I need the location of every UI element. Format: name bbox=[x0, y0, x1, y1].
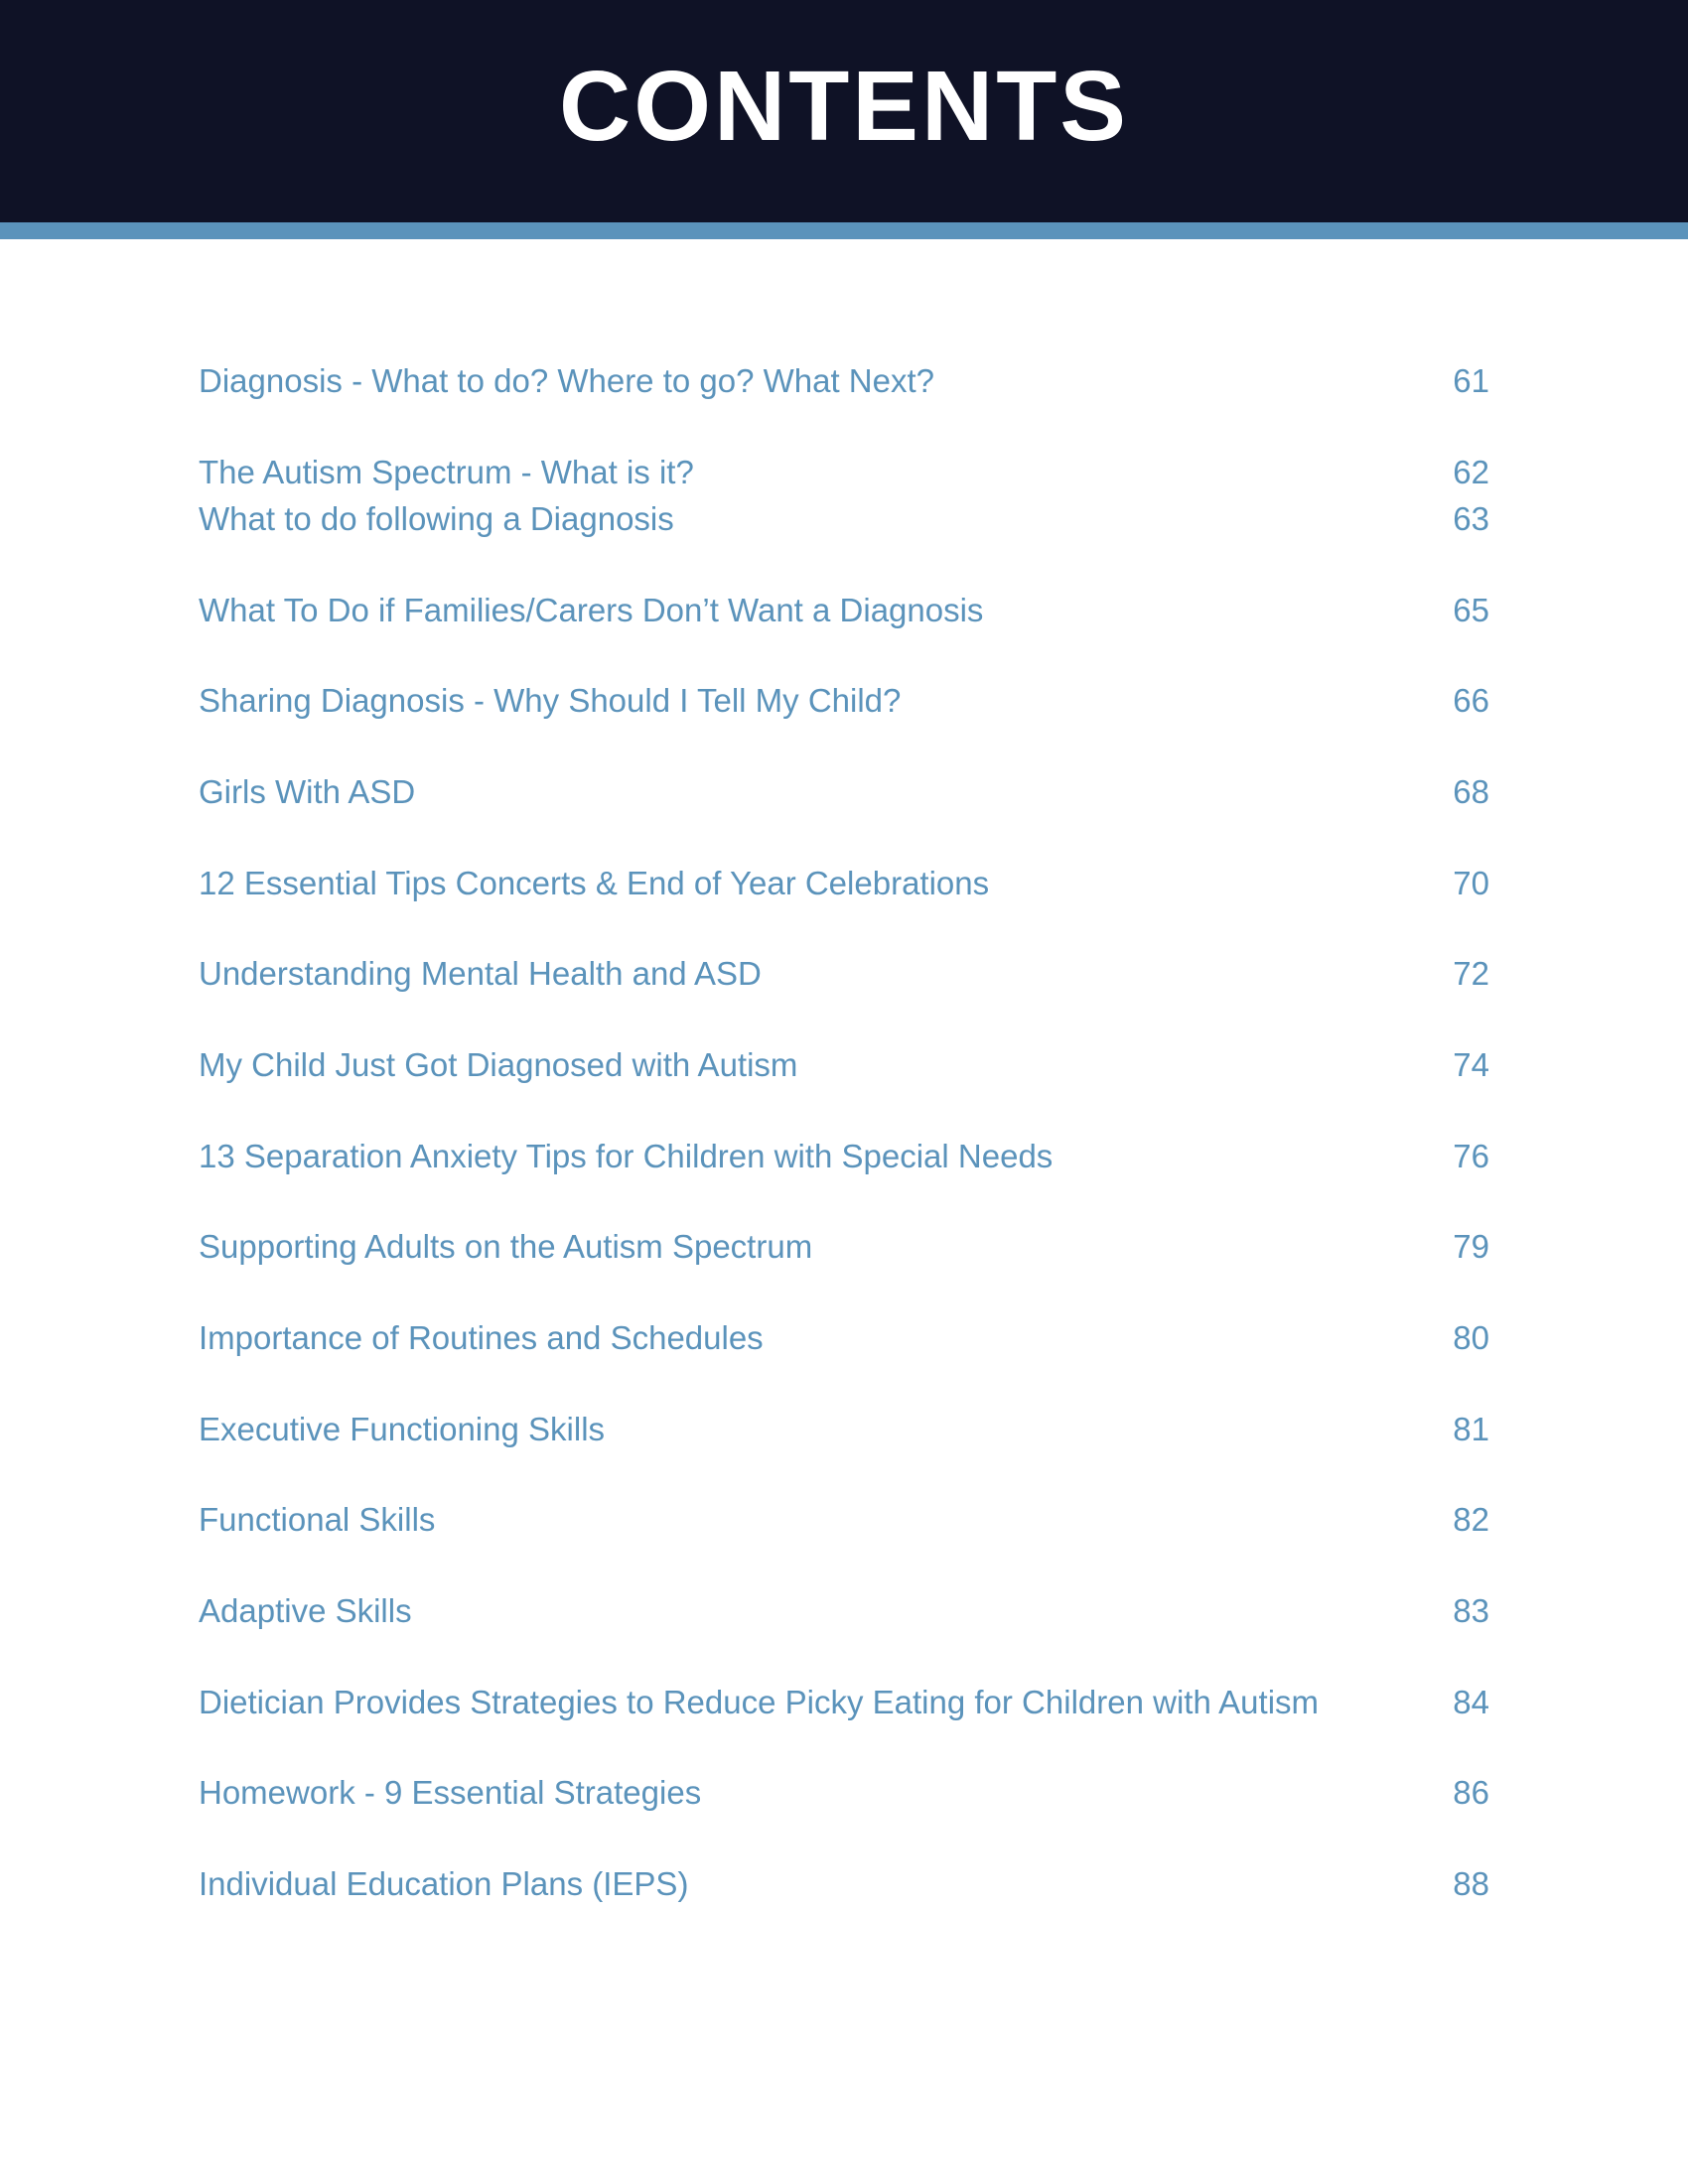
toc-entry-page: 65 bbox=[1453, 592, 1489, 628]
toc-entry-page: 88 bbox=[1453, 1865, 1489, 1902]
toc-entry[interactable] bbox=[199, 358, 1489, 404]
toc-entry-title: Dietician Provides Strategies to Reduce Picky Eating for Children with Autism bbox=[199, 1684, 1320, 1720]
toc-entry-page: 70 bbox=[1453, 865, 1489, 901]
toc-entry-title: 13 Separation Anxiety Tips for Children with Special Needs bbox=[199, 1138, 1054, 1174]
toc-entry[interactable] bbox=[199, 1224, 1489, 1270]
page-title: CONTENTS bbox=[559, 51, 1129, 162]
toc-entry-title: Importance of Routines and Schedules bbox=[199, 1319, 764, 1356]
toc-entry[interactable] bbox=[199, 1588, 1489, 1634]
toc-entry[interactable] bbox=[199, 1770, 1489, 1816]
toc-entry-page: 81 bbox=[1453, 1411, 1489, 1447]
toc-entry-page: 63 bbox=[1453, 500, 1489, 537]
toc-entry-title: Executive Functioning Skills bbox=[199, 1411, 606, 1447]
toc-entry-title: Functional Skills bbox=[199, 1501, 436, 1538]
toc-entry-title: Sharing Diagnosis - Why Should I Tell My Child? bbox=[199, 682, 902, 719]
toc-entry[interactable] bbox=[199, 588, 1489, 633]
toc-entry-page: 74 bbox=[1453, 1046, 1489, 1083]
toc-entry-page: 82 bbox=[1453, 1501, 1489, 1538]
toc-entry-title: What to do following a Diagnosis bbox=[199, 500, 674, 537]
toc-entry[interactable] bbox=[199, 450, 1489, 495]
toc-entry[interactable] bbox=[199, 1497, 1489, 1543]
toc-entry[interactable] bbox=[199, 1861, 1489, 1907]
toc-entry-title: Supporting Adults on the Autism Spectrum bbox=[199, 1228, 813, 1265]
toc-entry[interactable] bbox=[199, 1042, 1489, 1088]
toc-entry[interactable] bbox=[199, 1407, 1489, 1452]
toc-entry-title: Homework - 9 Essential Strategies bbox=[199, 1774, 702, 1811]
toc-entry-page: 80 bbox=[1453, 1319, 1489, 1356]
toc-entry[interactable] bbox=[199, 769, 1489, 815]
toc-entry-page: 76 bbox=[1453, 1138, 1489, 1174]
toc-entry-title: Individual Education Plans (IEPS) bbox=[199, 1865, 689, 1902]
toc-entry-page: 83 bbox=[1453, 1592, 1489, 1629]
toc-entry-title: The Autism Spectrum - What is it? bbox=[199, 454, 694, 490]
toc-entry-title: What To Do if Families/Carers Don’t Want a Diagnosis bbox=[199, 592, 984, 628]
toc-entry-title: Girls With ASD bbox=[199, 773, 416, 810]
toc-entry-title: Understanding Mental Health and ASD bbox=[199, 955, 762, 992]
toc-entry-page: 79 bbox=[1453, 1228, 1489, 1265]
toc-entry[interactable] bbox=[199, 1315, 1489, 1361]
toc-entry-title: Adaptive Skills bbox=[199, 1592, 412, 1629]
toc-entry[interactable] bbox=[199, 496, 1489, 542]
toc-entry-title: 12 Essential Tips Concerts & End of Year Celebrations bbox=[199, 865, 990, 901]
toc-entry-title: My Child Just Got Diagnosed with Autism bbox=[199, 1046, 798, 1083]
toc-entry[interactable] bbox=[199, 951, 1489, 997]
toc-entry-page: 61 bbox=[1453, 362, 1489, 399]
toc-entry[interactable] bbox=[199, 1680, 1489, 1725]
toc-entry[interactable] bbox=[199, 678, 1489, 724]
toc-entry[interactable] bbox=[199, 861, 1489, 906]
toc-entry-page: 84 bbox=[1453, 1684, 1489, 1720]
toc-entry-page: 62 bbox=[1453, 454, 1489, 490]
toc-entry-page: 68 bbox=[1453, 773, 1489, 810]
toc-entry-title: Diagnosis - What to do? Where to go? What Next? bbox=[199, 362, 935, 399]
toc-entry-page: 86 bbox=[1453, 1774, 1489, 1811]
toc-entry-page: 72 bbox=[1453, 955, 1489, 992]
toc-entry-page: 66 bbox=[1453, 682, 1489, 719]
toc-entry[interactable] bbox=[199, 1134, 1489, 1179]
